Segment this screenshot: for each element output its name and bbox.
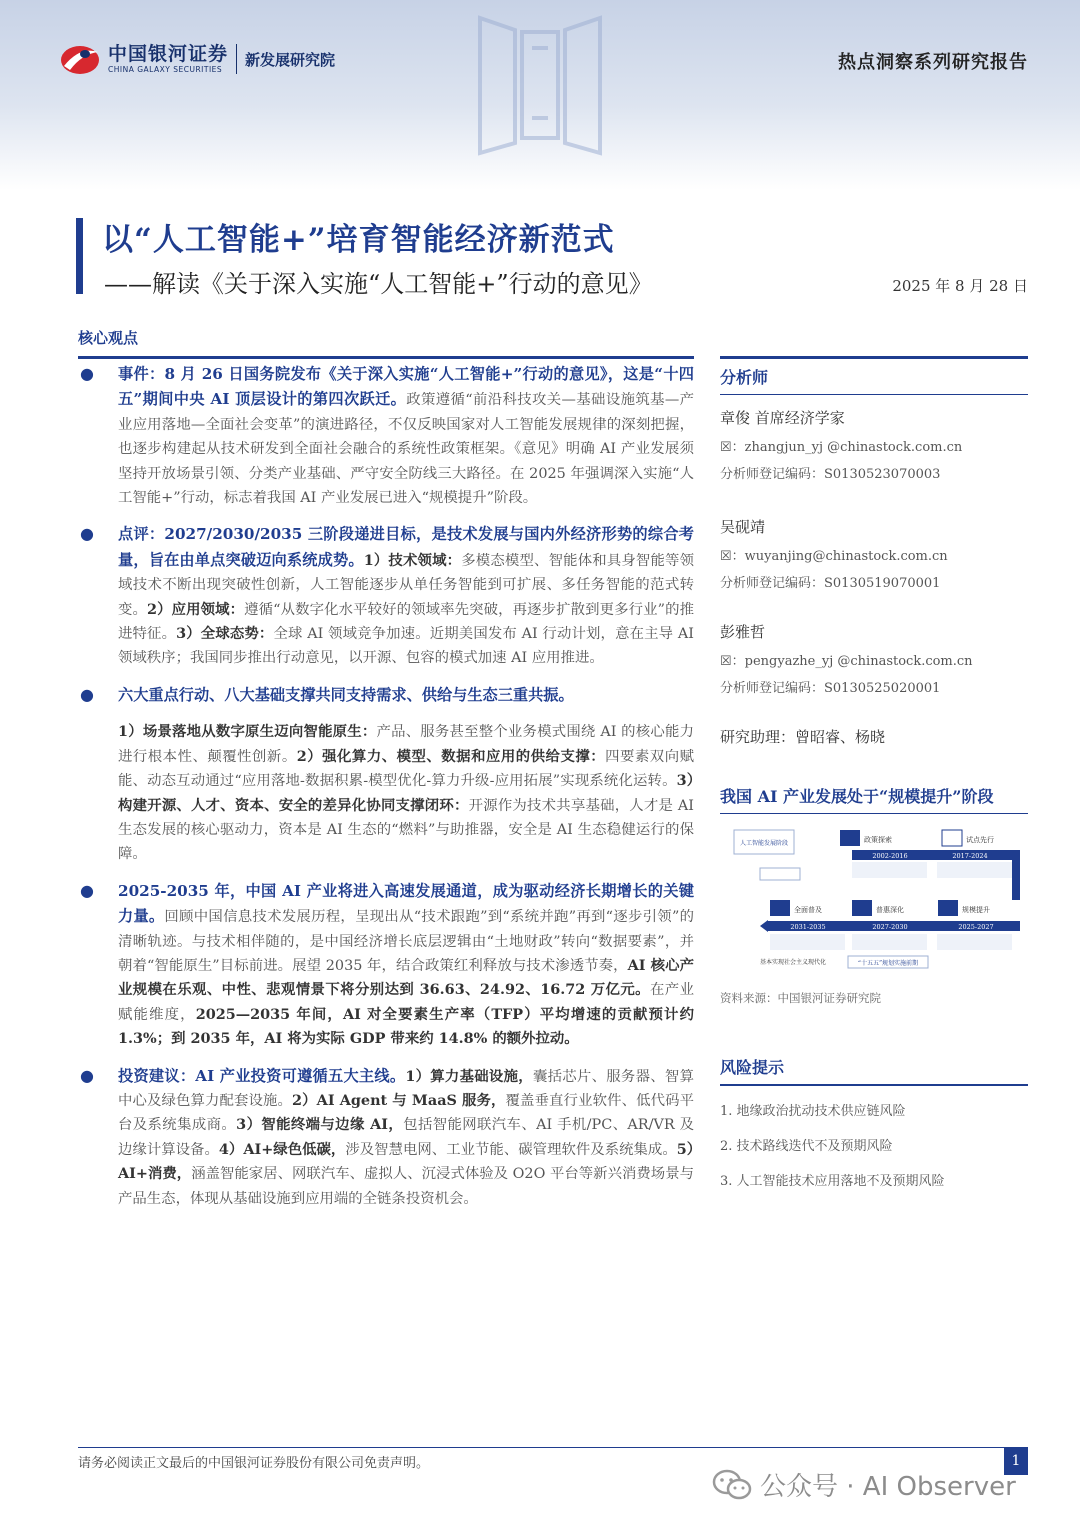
fig-bottom-left: 基本实现社会主义现代化 (760, 959, 827, 966)
cgs-watermark-logo (470, 8, 610, 158)
bullet-event (78, 362, 694, 510)
risk-item-2: 2. 技术路线迭代不及预期风险 (720, 1139, 893, 1154)
bullet-icon: ● (80, 880, 94, 900)
stage-policy-label: 政策探索 (864, 836, 892, 844)
figure-source: 资料来源：中国银河证券研究院 (720, 991, 881, 1005)
report-subtitle: ——解读《关于深入实施“人工智能+”行动的意见》 (104, 270, 653, 298)
stage-scale-label: 规模提升 (962, 906, 990, 914)
fig-left-box-label: 人工智能发展阶段 (739, 840, 789, 847)
bullet-investment: ● 投资建议：AI 产业投资可遵循五大主线。1）算力基础设施，囊括芯片、服务器、智算中心及绿色算力配套设施。2）AI Agent 与 MaaS 服务，覆盖垂直行业软件、低代码平台及系统集成商。3）智能终端与边缘 AI，包括智能网联汽车、AI 手机/PC、AR/VR 及边缘计算设备。4）AI+绿色低碳，涉及智慧电网、工业节能、碳管理软件及系统集成。5）AI+消费，涵盖智能家居、网联汽车、虚拟人、沉浸式体验及 O2O 平台等新兴消费场景与产品生态，体现从基础设施到应用端的全链条投资机会。 (80, 1065, 695, 1207)
logo-company-cn: 中国银河证券 (108, 43, 229, 65)
period-4: 2027-2030 (872, 923, 908, 931)
analyst-3-reg: 分析师登记编码：S0130525020001 (720, 681, 941, 696)
scale-icon (938, 900, 958, 916)
deepen-icon (852, 900, 872, 916)
research-assistants: 研究助理：曾昭睿、杨晓 (720, 728, 886, 746)
core-viewpoints (78, 362, 694, 1223)
period-1: 2002-2016 (872, 852, 908, 860)
wechat-watermark (712, 1466, 1016, 1503)
bullet-icon: ● (80, 684, 94, 704)
core-divider (78, 356, 694, 359)
risk-divider (720, 1084, 1028, 1086)
figure-header (720, 784, 1028, 814)
stage-popularize-note (770, 934, 845, 950)
period-3: 2031-2035 (790, 923, 826, 931)
core-viewpoint-label: 核心观点 (78, 329, 139, 347)
bullet-investment-head: 投资建议：AI 产业投资可遵循五大主线。 (118, 1066, 406, 1085)
analyst-2-email[interactable]: ☒：wuyanjing@chinastock.com.cn (720, 549, 948, 564)
wechat-account: 公众号 · AI Observer (760, 1472, 1016, 1502)
footer-divider (78, 1447, 1028, 1448)
report-title: 以“人工智能+”培育智能经济新范式 (102, 222, 615, 258)
actions-detail: 1）场景落地从数字原生迈向智能原生：产品、服务甚至整个业务模式围绕 AI 的核心能力进行根本性、颠覆性创新。2）强化算力、模型、数据和应用的供给支撑：四要素双向赋能、动态互动通过“应用落地-数据积累-模型优化-算力升级-应用拓展”实现系统化运转。3）构建开源、人才、资本、安全的差异化协同支撑闭环：开源作为技术共享基础，人才是 AI 生态发展的核心驱动力，资本是 AI 生态的“燃料”与助推器，安全是 AI 生态稳健运行的保障。 (118, 723, 694, 863)
analyst-3-email[interactable]: ☒：pengyazhe_yj @chinastock.com.cn (720, 654, 973, 669)
stage-policy-note (852, 862, 927, 878)
stage-popularize-label: 全面普及 (794, 906, 822, 914)
risk-item-3: 3. 人工智能技术应用落地不及预期风险 (720, 1174, 945, 1189)
pilot-icon (942, 830, 962, 846)
figure-divider (720, 813, 1028, 814)
policy-icon (840, 830, 860, 846)
logo-divider (236, 44, 237, 74)
bullet-comment: ● 点评：2027/2030/2035 三阶段递进目标，是技术发展与国内外经济形势的综合考量，旨在由单点突破迈向系统成势。1）技术领域：多模态模型、智能体和具身智能等领域技术不断出现突破性创新，人工智能逐步从单任务智能到可扩展、多任务智能的范式转变。2）应用领域：遵循“从数字化水平较好的领域率先突破，再逐步扩散到更多行业”的推进特征。3）全球态势：全球 AI 领域竞争加速。近期美国发布 AI 行动计划，意在主导 AI 领域秩序；我国同步推出行动意见，以开源、包容的模式加速 AI 应用推进。 (80, 524, 695, 667)
analyst-thin-divider (720, 394, 1028, 395)
fig-bottom-mid: “十五五”规划实施前期 (857, 960, 919, 967)
period-2: 2017-2024 (952, 852, 988, 860)
analyst-heading: 分析师 (720, 368, 769, 387)
stage-pilot-label: 试点先行 (966, 836, 994, 844)
popularize-icon (770, 900, 790, 916)
bullet-icon: ● (80, 1065, 94, 1085)
report-date: 2025 年 8 月 28 日 (892, 277, 1028, 295)
bullet-actions-head: 六大重点行动、八大基础支撑共同支持需求、供给与生态三重共振。 (118, 685, 574, 704)
bullet-actions (78, 683, 694, 708)
analyst-3-name: 彭雅哲 (720, 623, 766, 641)
analyst-2-reg: 分析师登记编码：S0130519070001 (720, 576, 941, 591)
stage-pilot-note (937, 862, 1012, 878)
timeline-arrow (760, 920, 768, 932)
title-accent-bar (76, 218, 83, 294)
ai-development-stage-diagram (720, 826, 1020, 976)
company-logo (58, 40, 335, 78)
analyst-1-reg: 分析师登记编码：S0130523070003 (720, 467, 941, 482)
bullet-event-head: 事件：8 月 26 日国务院发布《关于深入实施“人工智能+”行动的意见》，这是“十四五”期间中央 AI 顶层设计的第四次跃迁。 (118, 365, 694, 409)
bullet-comment-head: 点评：2027/2030/2035 三阶段递进目标，是技术发展与国内外经济形势的综合考量，旨在由单点突破迈向系统成势。 (118, 525, 694, 569)
bullet-icon: ● (80, 364, 94, 383)
stage-deepen-note (852, 934, 927, 950)
timeline-turn (1012, 850, 1020, 900)
bullet-outlook: ● 2025-2035 年，中国 AI 产业将进入高速发展通道，成为驱动经济长期增长的关键力量。回顾中国信息技术发展历程，呈现出从“技术跟跑”到“系统并跑”再到“逐步引领”的清晰轨迹。与技术相伴随的，是中国经济增长底层逻辑由“土地财政”转向“数据要素”，并朝着“智能原生”目标前进。展望 2035 年，结合政策红利释放与技术渗透节奏，AI 核心产业规模在乐观、中性、悲观情景下将分别达到 36.63、24.92、16.72 万亿元。在产业赋能维度，2025—2035 年间，AI 对全要素生产率（TFP）平均增速的贡献预计约 1.3%；到 2035 年，AI 将为实际 GDP 带来约 14.8% 的额外拉动。 (80, 880, 694, 1048)
figure-title: 我国 AI 产业发展处于“规模提升”阶段 (720, 787, 994, 806)
risk-heading: 风险提示 (720, 1058, 785, 1077)
analyst-section (720, 356, 1028, 747)
analyst-1-name: 章俊 首席经济学家 (720, 409, 845, 427)
risk-item-1: 1. 地缘政治扰动技术供应链风险 (720, 1104, 906, 1119)
bullet-outlook-head: 2025-2035 年，中国 AI 产业将进入高速发展通道，成为驱动经济长期增长的关键力量。 (118, 881, 694, 926)
bullet-icon: ● (80, 524, 94, 544)
page-number: 1 (1004, 1447, 1028, 1475)
period-5: 2025-2027 (958, 923, 994, 931)
wechat-icon (712, 1468, 752, 1502)
analyst-2-name: 吴砚靖 (720, 518, 766, 536)
risk-section (720, 1055, 1028, 1189)
report-series: 热点洞察系列研究报告 (838, 52, 1028, 73)
analyst-divider (720, 356, 1028, 359)
logo-company-en: CHINA GALAXY SECURITIES (108, 65, 223, 74)
galaxy-logo-icon (58, 40, 102, 78)
bullet-event-body: 政策遵循“前沿科技攻关—基础设施筑基—产业应用落地—全面社会变革”的演进路径，不仅反映国家对人工智能发展规律的深刻把握，也逐步构建起从技术研发到全面社会融合的系统性政策框架。《意见》明确 AI 产业发展须坚持开放场景引领、分类产业基础、严守安全防线三大路径。在 2025 年强调深入实施“人工智能+”行动，标志着我国 AI 产业发展已进入“规模提升”阶段。 (118, 392, 695, 507)
disclaimer: 请务必阅读正文最后的中国银河证券股份有限公司免责声明。 (78, 1456, 430, 1471)
stage-scale-note (937, 934, 1012, 950)
institute-name: 新发展研究院 (245, 50, 336, 69)
analyst-1-email[interactable]: ☒：zhangjun_yj @chinastock.com.cn (720, 440, 963, 455)
stage-deepen-label: 普惠深化 (876, 906, 904, 914)
fig-mid-box (760, 868, 800, 880)
